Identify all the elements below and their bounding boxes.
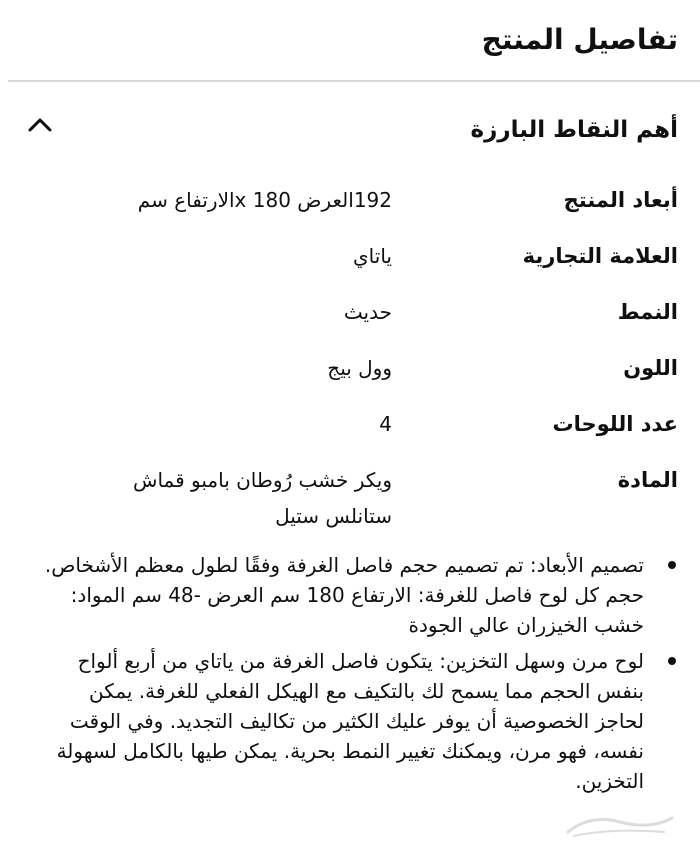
- detail-label: اللون: [623, 356, 678, 380]
- detail-row-material: [40, 460, 678, 534]
- list-item: [36, 550, 680, 640]
- detail-row-color: [40, 348, 678, 389]
- bullet-dot-icon: [668, 657, 676, 665]
- feature-bullet-list: [36, 550, 680, 802]
- detail-value: ويكر خشب رُوطان بامبو قماش ستانلس ستيل: [133, 468, 392, 528]
- highlights-header[interactable]: [0, 108, 700, 152]
- section-divider: [8, 80, 700, 82]
- detail-row-panels: [40, 404, 678, 445]
- detail-value: وول بيج: [327, 356, 392, 380]
- list-item: [36, 646, 680, 796]
- bullet-text: لوح مرن وسهل التخزين: يتكون فاصل الغرفة من ياتاي من أربع ألواح بنفس الحجم مما يسمح لك بالتكيف مع الهيكل الفعلي للغرفة. يمكن لحاجز الخصوصية أن يوفر عليك الكثير من تكاليف التجديد. وفي الوقت نفسه، فهو مرن، ويمكنك تغيير النمط بحرية. يمكن طيها بالكامل لسهولة التخزين.: [56, 649, 644, 793]
- bullet-text: تصميم الأبعاد: تم تصميم حجم فاصل الغرفة وفقًا لطول معظم الأشخاص. حجم كل لوح فاصل للغرفة: الارتفاع 180 سم العرض -48 سم المواد: خشب الخيزران عالي الجودة: [44, 553, 644, 637]
- page-title: تفاصيل المنتج: [481, 23, 678, 56]
- detail-row-brand: [40, 236, 678, 277]
- detail-value: 4: [379, 412, 392, 436]
- detail-label: العلامة التجارية: [522, 244, 678, 268]
- detail-label: عدد اللوحات: [552, 412, 678, 436]
- detail-row-style: [40, 292, 678, 333]
- bullet-dot-icon: [668, 561, 676, 569]
- detail-value: ياتاي: [353, 244, 392, 268]
- chevron-up-icon[interactable]: [24, 110, 56, 142]
- detail-value: 192العرض 180 xالارتفاع سم: [137, 188, 392, 212]
- detail-label: المادة: [617, 468, 678, 492]
- product-details-table: [40, 180, 678, 549]
- detail-row-dimensions: [40, 180, 678, 221]
- detail-label: أبعاد المنتج: [563, 188, 678, 212]
- highlights-title: أهم النقاط البارزة: [470, 117, 678, 143]
- detail-value: حديث: [343, 300, 392, 324]
- detail-label: النمط: [617, 300, 678, 324]
- watermark-logo: [560, 808, 680, 842]
